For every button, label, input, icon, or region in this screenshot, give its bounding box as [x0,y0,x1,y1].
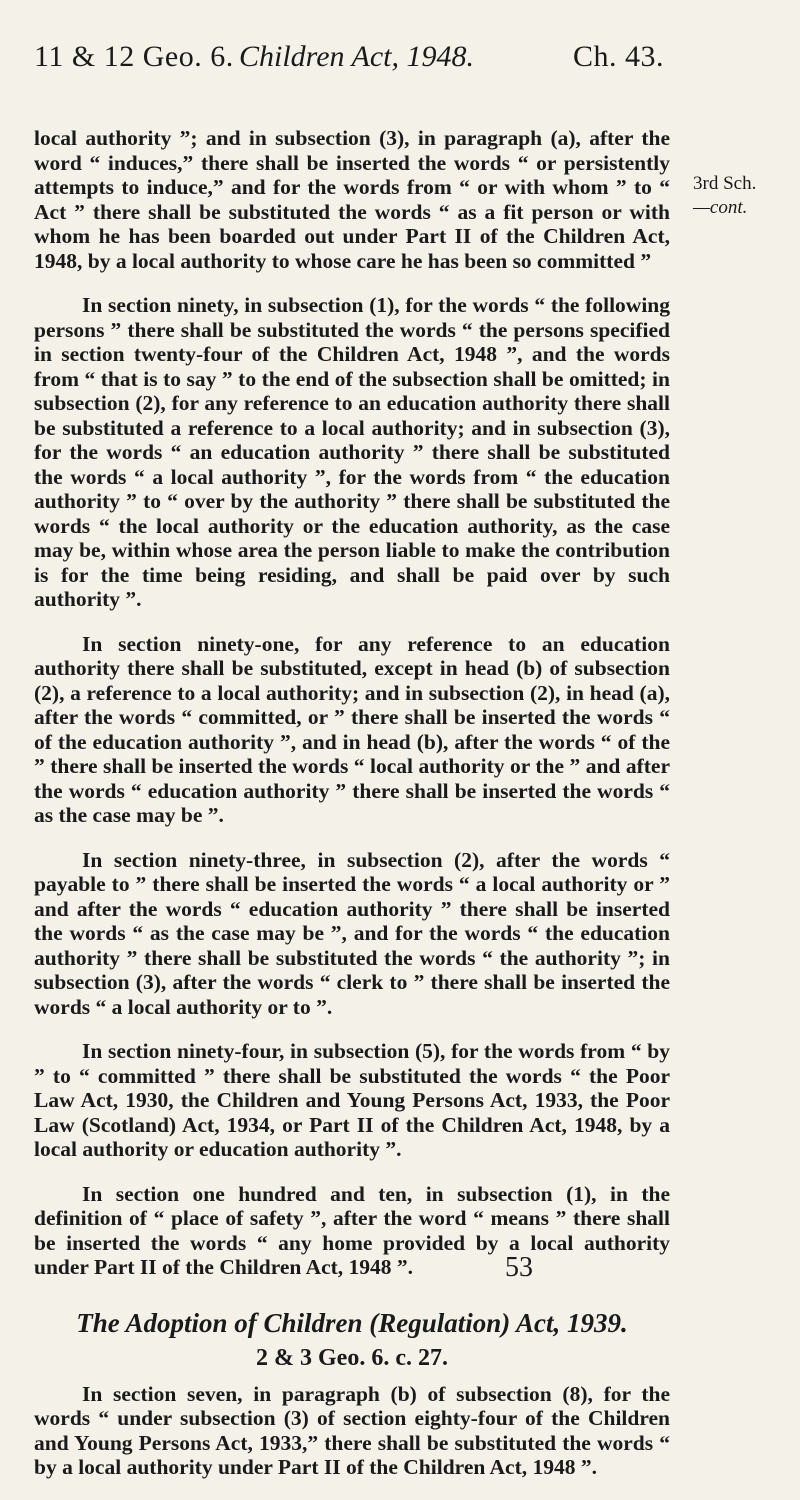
margin-note-schedule: 3rd Sch. [693,173,757,194]
header-act-title: Children Act, 1948. [239,40,474,73]
margin-note-continued: —cont. [693,197,748,218]
header-citation: 11 & 12 Geo. 6. [34,40,234,73]
paragraph: local authority ”; and in subsection (3), in paragraph (a), after the word “ induces,” there shall be inserted the words “ or persistently attempts to induce,” and for the words from “ or with whom ” to “ Act ” there shall be substituted the words “ as a fit person or with whom he has been boarded out under Part II of the Children Act, 1948, by a local authority to whose care he has been so committed ” [34,126,670,273]
paragraph: In section ninety-one, for any reference to an education authority there shall be substituted, except in head (b) of subsection (2), a reference to a local authority; and in subsection (2), in head (a), after the words “ committed, or ” there shall be inserted the words “ of the education authority ”, and in head (b), after the words “ of the ” there shall be inserted the words “ local authority or the ” and after the words “ education authority ” there shall be inserted the words “ as the case may be ”. [34,631,670,827]
paragraph: In section seven, in paragraph (b) of subsection (8), for the words “ under subsection (3) of section eighty-four of the Children and Young Persons Act, 1933,” there shall be substituted the words “ by a local authority under Part II of the Children Act, 1948 ”. [34,1381,670,1479]
margin-note [693,172,793,220]
page-number: 53 [505,1252,533,1283]
running-header [34,40,664,80]
header-chapter: Ch. 43. [572,40,664,73]
paragraph: In section one hundred and ten, in subsection (1), in the definition of “ place of safety ”, after the word “ means ” there shall be inserted the words “ any home provided by a local authority under Part II of the Children Act, 1948 ”. [34,1181,670,1279]
paragraph: In section ninety-three, in subsection (2), after the words “ payable to ” there shall be inserted the words “ a local authority or ” and after the words “ education authority ” there shall be inserted the words “ as the case may be ”, and for the words “ the education authority ” there shall be substituted the words “ the authority ”; in subsection (3), after the words “ clerk to ” there shall be inserted the words “ a local authority or to ”. [34,847,670,1019]
section-heading: The Adoption of Children (Regulation) Act, 1939. [76,1307,628,1338]
paragraph: In section ninety-four, in subsection (5), for the words from “ by ” to “ committed ” there shall be substituted the words “ the Poor Law Act, 1930, the Children and Young Persons Act, 1933, the Poor Law (Scotland) Act, 1934, or Part II of the Children Act, 1948, by a local authority or education authority ”. [34,1039,670,1161]
body-text [34,126,670,1500]
paragraph: In section ninety, in subsection (1), for the words “ the following persons ” there shall be substituted the words “ the persons specified in section twenty-four of the Children Act, 1948 ”, and the words from “ that is to say ” to the end of the subsection shall be omitted; in subsection (2), for any reference to an education authority there shall be substituted a reference to a local authority; and in subsection (3), for the words “ an education authority ” there shall be substituted the words “ a local authority ”, for the words from “ the education authority ” to “ over by the authority ” there shall be substituted the words “ the local authority or the education authority, as the case may be, within whose area the person liable to make the contribution is for the time being residing, and shall be paid over by such authority ”. [34,293,670,611]
section-citation: 2 & 3 Geo. 6. c. 27. [256,1344,448,1371]
